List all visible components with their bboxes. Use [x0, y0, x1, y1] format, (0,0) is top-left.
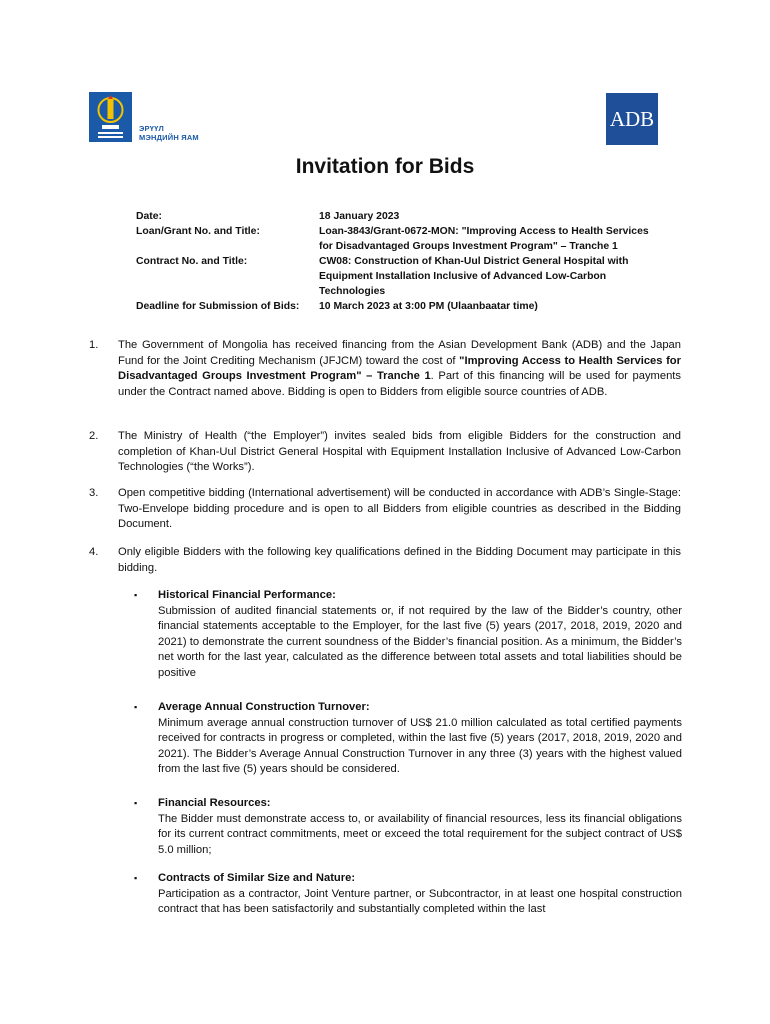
qualification-heading: Financial Resources:: [158, 797, 271, 809]
text-run: Open competitive bidding (International advertisement) will be conducted in accordance with ADB’s Single-Stage: Two-Envelope bidding procedure and is open to all Bidders from eligible countries as described in the Bidding Document.: [118, 487, 681, 531]
detail-label: Date:: [136, 211, 162, 222]
detail-row-contract: [136, 254, 689, 299]
bullet-icon: ▪: [134, 873, 138, 883]
detail-value: [319, 299, 689, 314]
text-run: . Part of this financing will be used for payments under the Contract named above. Bidding is open to Bidders from eligible source countries of ADB.: [118, 370, 681, 398]
qualification-heading: Average Annual Construction Turnover:: [158, 701, 370, 713]
detail-row-date: [136, 209, 689, 224]
text-run: The Ministry of Health (“the Employer”) invites sealed bids from eligible Bidders for the construction and completion of Khan-Uul District General Hospital with Equipment Installation Inclusive of Advanced Low-Carbon Technologies (“the Works”).: [118, 430, 681, 474]
page-title: Invitation for Bids: [295, 155, 475, 178]
detail-label: Contract No. and Title:: [136, 256, 248, 267]
detail-value-line: 18 January 2023: [319, 211, 400, 222]
bid-details: [136, 209, 689, 314]
detail-label: Loan/Grant No. and Title:: [136, 226, 260, 237]
bullet-icon: ▪: [134, 590, 138, 600]
ministry-name: [139, 124, 199, 142]
qualification-text: The Bidder must demonstrate access to, or availability of financial resources, less its financial obligations for its current contract commitments, meet or exceed the total requirement for the subject contract of US$ 5.0 million;: [158, 812, 682, 856]
detail-value-line: for Disadvantaged Groups Investment Program" – Tranche 1: [319, 241, 618, 252]
bullet-icon: ▪: [134, 798, 138, 808]
qualification-heading: Historical Financial Performance:: [158, 589, 336, 601]
qualification-item: [134, 588, 682, 682]
detail-value-line: Equipment Installation Inclusive of Advanced Low-Carbon: [319, 271, 607, 282]
detail-label: Deadline for Submission of Bids:: [136, 301, 300, 312]
adb-logo: ADB: [606, 93, 658, 145]
qualification-text: Submission of audited financial statements or, if not required by the law of the Bidder’s country, other financial statements acceptable to the Employer, for the last five (5) years (2017, 2018, 2019, 2020 and 2021) to demonstrate the current soundness of the Bidder’s financial position. As a minimum, the Bidder’s net worth for the last year, calculated as the difference between total assets and total liabilities should be positive: [158, 604, 682, 679]
detail-value: [319, 209, 689, 224]
text-run: Only eligible Bidders with the following key qualifications defined in the Bidding Document may participate in this bidding.: [118, 546, 681, 574]
paragraph-4: [89, 545, 681, 576]
paragraph-text: [118, 545, 681, 576]
paragraph-text: [118, 429, 681, 476]
text-run-bold: "Improving Access to Health Services for Disadvantaged Groups Investment Program" – Tranche 1: [118, 354, 681, 383]
qualification-item: [134, 700, 682, 778]
qualification-heading: Contracts of Similar Size and Nature:: [158, 872, 356, 884]
paragraph-text: [118, 486, 681, 533]
detail-value: [319, 254, 689, 299]
paragraph-2: [89, 429, 681, 476]
ministry-line: ЭРҮҮЛ: [139, 124, 164, 133]
paragraph-1: [89, 338, 681, 400]
mongolia-emblem-icon: [89, 92, 132, 142]
paragraph-number: 1.: [89, 339, 99, 351]
paragraph-text: [118, 338, 681, 400]
detail-value-line: 10 March 2023 at 3:00 PM (Ulaanbaatar time): [319, 301, 538, 312]
detail-value-line: Loan-3843/Grant-0672-MON: "Improving Access to Health Services: [319, 226, 649, 237]
detail-value-line: CW08: Construction of Khan-Uul District General Hospital with: [319, 256, 629, 267]
bullet-icon: ▪: [134, 702, 138, 712]
detail-value-line: Technologies: [319, 286, 386, 297]
paragraph-3: [89, 486, 681, 533]
qualification-text: Participation as a contractor, Joint Venture partner, or Subcontractor, in at least one hospital construction contract that has been satisfactorily and substantially completed within the last: [158, 887, 682, 916]
paragraph-number: 2.: [89, 430, 99, 442]
detail-row-loan: [136, 224, 689, 254]
text-run: The Government of Mongolia has received financing from the Asian Development Bank (ADB) and the Japan Fund for the Joint Crediting Mechanism (JFJCM) toward the cost of: [118, 339, 681, 367]
paragraph-number: 4.: [89, 546, 99, 558]
qualification-text: Minimum average annual construction turnover of US$ 21.0 million calculated as total certified payments received for contracts in progress or completed, within the last five (5) years (2017, 2018, 2019, 2020 and 2021). The Bidder’s Average Annual Construction Turnover in any three (3) years with the highest valued from the last five (5) years should be considered.: [158, 716, 682, 776]
detail-row-deadline: [136, 299, 689, 314]
qualification-item: [134, 796, 682, 858]
paragraph-number: 3.: [89, 487, 99, 499]
qualification-item: [134, 871, 682, 918]
ministry-line: МЭНДИЙН ЯАМ: [139, 133, 199, 142]
detail-value: [319, 224, 689, 254]
